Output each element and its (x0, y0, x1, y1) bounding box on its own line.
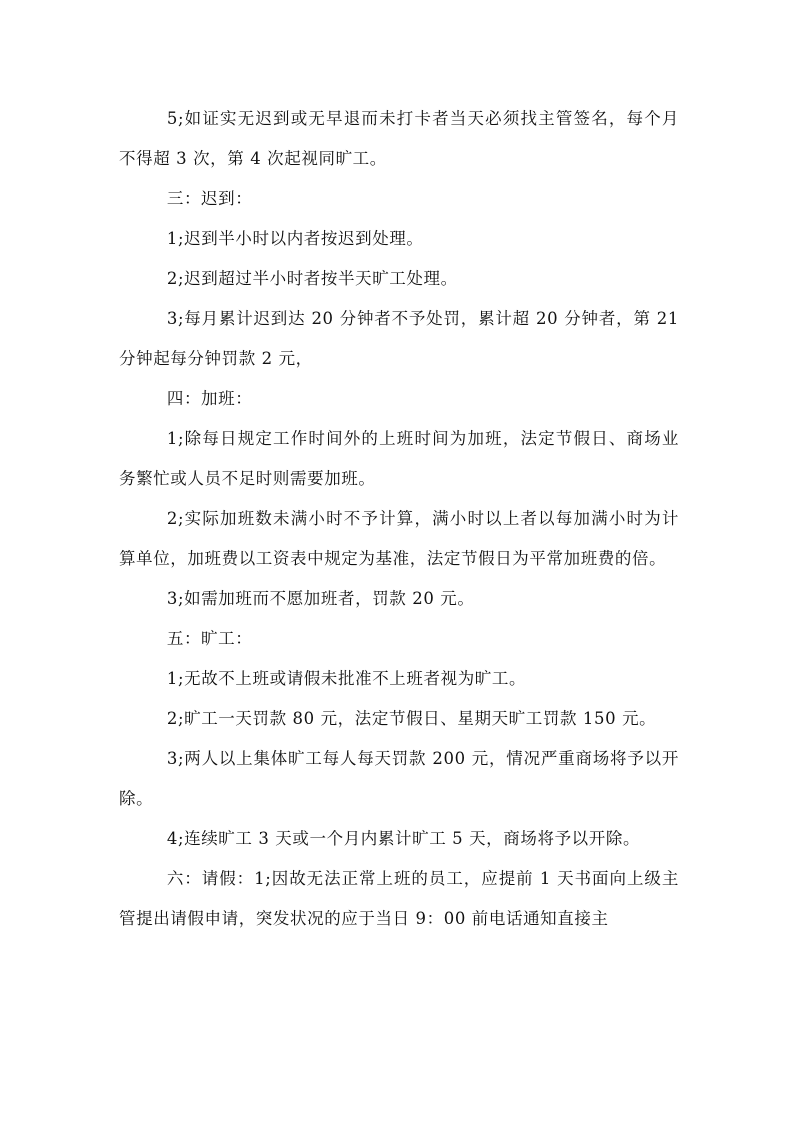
paragraph-leave-1: 六：请假：1;因故无法正常上班的员工，应提前 1 天书面向上级主管提出请假申请，突发状况的应于当日 9：00 前电话通知直接主 (119, 869, 679, 928)
paragraph-overtime-3: 3;如需加班而不愿加班者，罚款 20 元。 (166, 589, 475, 608)
paragraph-late-1: 1;迟到半小时以内者按迟到处理。 (166, 229, 424, 248)
paragraph-absence-2: 2;旷工一天罚款 80 元，法定节假日、星期天旷工罚款 150 元。 (166, 709, 657, 728)
paragraph-late-3: 3;每月累计迟到达 20 分钟者不予处罚，累计超 20 分钟者，第 21 分钟起每分钟罚款 2 元， (119, 309, 679, 368)
section-heading-absence: 五：旷工： (166, 629, 253, 648)
paragraph-absence-3: 3;两人以上集体旷工每人每天罚款 200 元，情况严重商场将予以开除。 (119, 749, 679, 808)
document-body (119, 99, 679, 939)
paragraph-absence-1: 1;无故不上班或请假未批准不上班者视为旷工。 (166, 669, 527, 688)
paragraph-late-2: 2;迟到超过半小时者按半天旷工处理。 (166, 269, 458, 288)
paragraph-overtime-2: 2;实际加班数未满小时不予计算，满小时以上者以每加满小时为计算单位，加班费以工资表中规定为基准，法定节假日为平常加班费的倍。 (119, 509, 679, 568)
section-heading-late: 三：迟到： (166, 189, 253, 208)
paragraph-absence-4: 4;连续旷工 3 天或一个月内累计旷工 5 天，商场将予以开除。 (166, 829, 641, 848)
section-heading-overtime: 四：加班： (166, 389, 253, 408)
paragraph-clock-in-5: 5;如证实无迟到或无早退而未打卡者当天必须找主管签名，每个月不得超 3 次，第 4 次起视同旷工。 (119, 109, 679, 168)
paragraph-overtime-1: 1;除每日规定工作时间外的上班时间为加班，法定节假日、商场业务繁忙或人员不足时则需要加班。 (119, 429, 679, 488)
